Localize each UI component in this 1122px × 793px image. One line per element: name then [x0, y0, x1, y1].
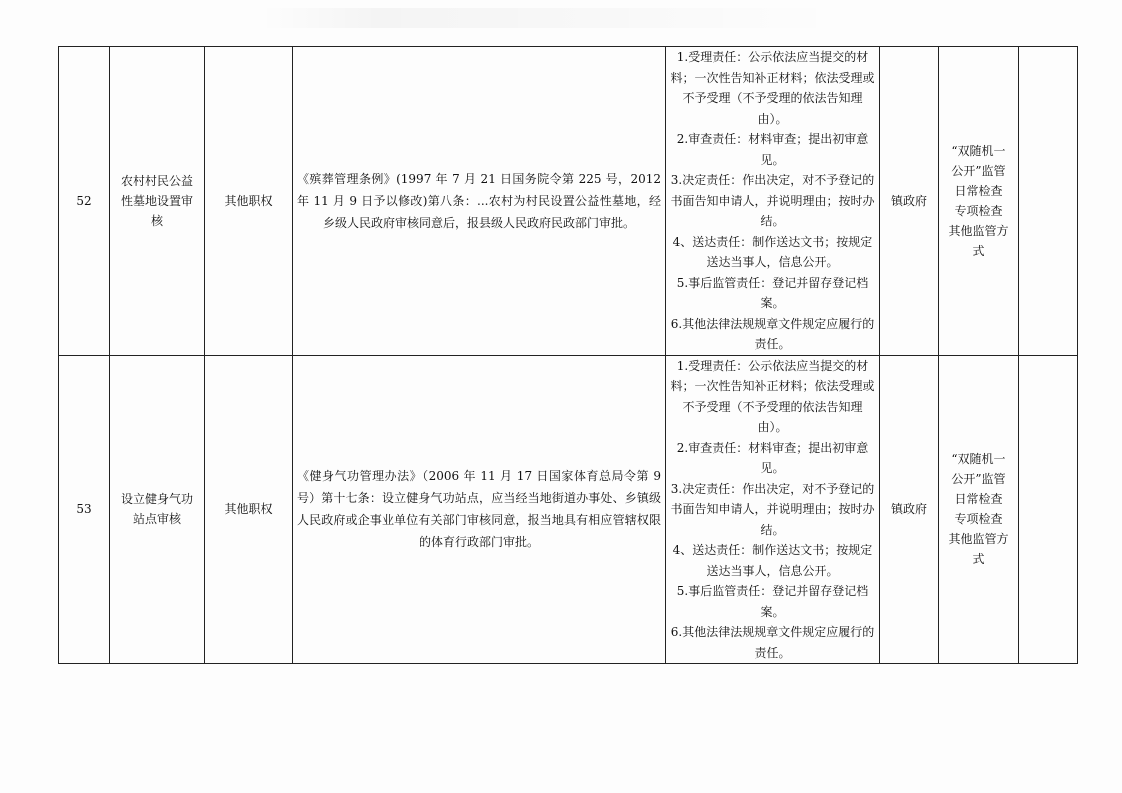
table-row	[59, 355, 1078, 664]
supervision-method-cell	[939, 47, 1019, 356]
department-cell	[880, 47, 939, 356]
responsibility-item: 6.其他法律法规规章文件规定应履行的责任。	[670, 625, 875, 660]
responsibility-item: 5.事后监管责任：登记并留存登记档案。	[676, 275, 869, 310]
department: 镇政府	[890, 193, 927, 208]
responsibility-item: 2.审查责任：材料审查；提出初审意见。	[676, 440, 869, 475]
power-list-table	[58, 46, 1078, 664]
supervision-method: “双随机一 公开”监管 日常检查 专项检查 其他监管方 式	[948, 452, 1009, 567]
item-name: 设立健身气功 站点审核	[120, 492, 193, 527]
responsibility-item: 5.事后监管责任：登记并留存登记档案。	[676, 584, 869, 619]
responsibility-item: 1.受理责任：公示依法应当提交的材料；一次性告知补正材料；依法受理或不予受理（不予受理的依法告知理由）。	[670, 358, 875, 434]
item-name-cell	[110, 47, 205, 356]
responsibility-cell	[666, 355, 880, 664]
item-name-cell	[110, 355, 205, 664]
power-type-cell	[205, 355, 293, 664]
supervision-method-cell	[939, 355, 1019, 664]
responsibility-item: 2.审查责任：材料审查；提出初审意见。	[676, 132, 869, 167]
responsibility-cell	[666, 47, 880, 356]
department: 镇政府	[890, 502, 927, 517]
responsibility-item: 4、送达责任：制作送达文书；按规定送达当事人，信息公开。	[672, 543, 873, 578]
responsibility-list	[670, 47, 875, 355]
remarks-cell	[1019, 355, 1078, 664]
department-cell	[880, 355, 939, 664]
row-number-cell	[59, 355, 110, 664]
legal-basis-cell	[293, 355, 666, 664]
legal-basis-cell	[293, 47, 666, 356]
power-type-cell	[205, 47, 293, 356]
row-number: 53	[76, 502, 92, 517]
responsibility-item: 1.受理责任：公示依法应当提交的材料；一次性告知补正材料；依法受理或不予受理（不予受理的依法告知理由）。	[670, 50, 875, 126]
supervision-method: “双随机一 公开”监管 日常检查 专项检查 其他监管方 式	[948, 143, 1009, 258]
responsibility-item: 6.其他法律法规规章文件规定应履行的责任。	[670, 316, 875, 351]
row-number-cell	[59, 47, 110, 356]
power-type: 其他职权	[224, 193, 273, 208]
responsibility-list	[670, 356, 875, 664]
responsibility-item: 3.决定责任：作出决定，对不予登记的书面告知申请人，并说明理由；按时办结。	[670, 481, 875, 537]
table-row	[59, 47, 1078, 356]
scan-artifact	[260, 8, 840, 28]
power-type: 其他职权	[224, 502, 273, 517]
legal-basis: 《健身气功管理办法》（2006 年 11 月 17 日国家体育总局令第 9 号）第十七条：设立健身气功站点，应当经当地街道办事处、乡镇级人民政府或企事业单位有关部门审核同意，报当地具有相应管辖权限的体育行政部门审批。	[297, 469, 661, 550]
item-name: 农村村民公益 性墓地设置审 核	[120, 173, 193, 228]
remarks-cell	[1019, 47, 1078, 356]
row-number: 52	[76, 193, 92, 208]
legal-basis: 《殡葬管理条例》(1997 年 7 月 21 日国务院令第 225 号，2012 年 11 月 9 日予以修改)第八条：...农村为村民设置公益性墓地，经乡级人民政府审核同意后，报县级人民政府民政部门审批。	[297, 171, 661, 230]
responsibility-item: 4、送达责任：制作送达文书；按规定送达当事人，信息公开。	[672, 234, 873, 269]
responsibility-item: 3.决定责任：作出决定，对不予登记的书面告知申请人，并说明理由；按时办结。	[670, 173, 875, 228]
